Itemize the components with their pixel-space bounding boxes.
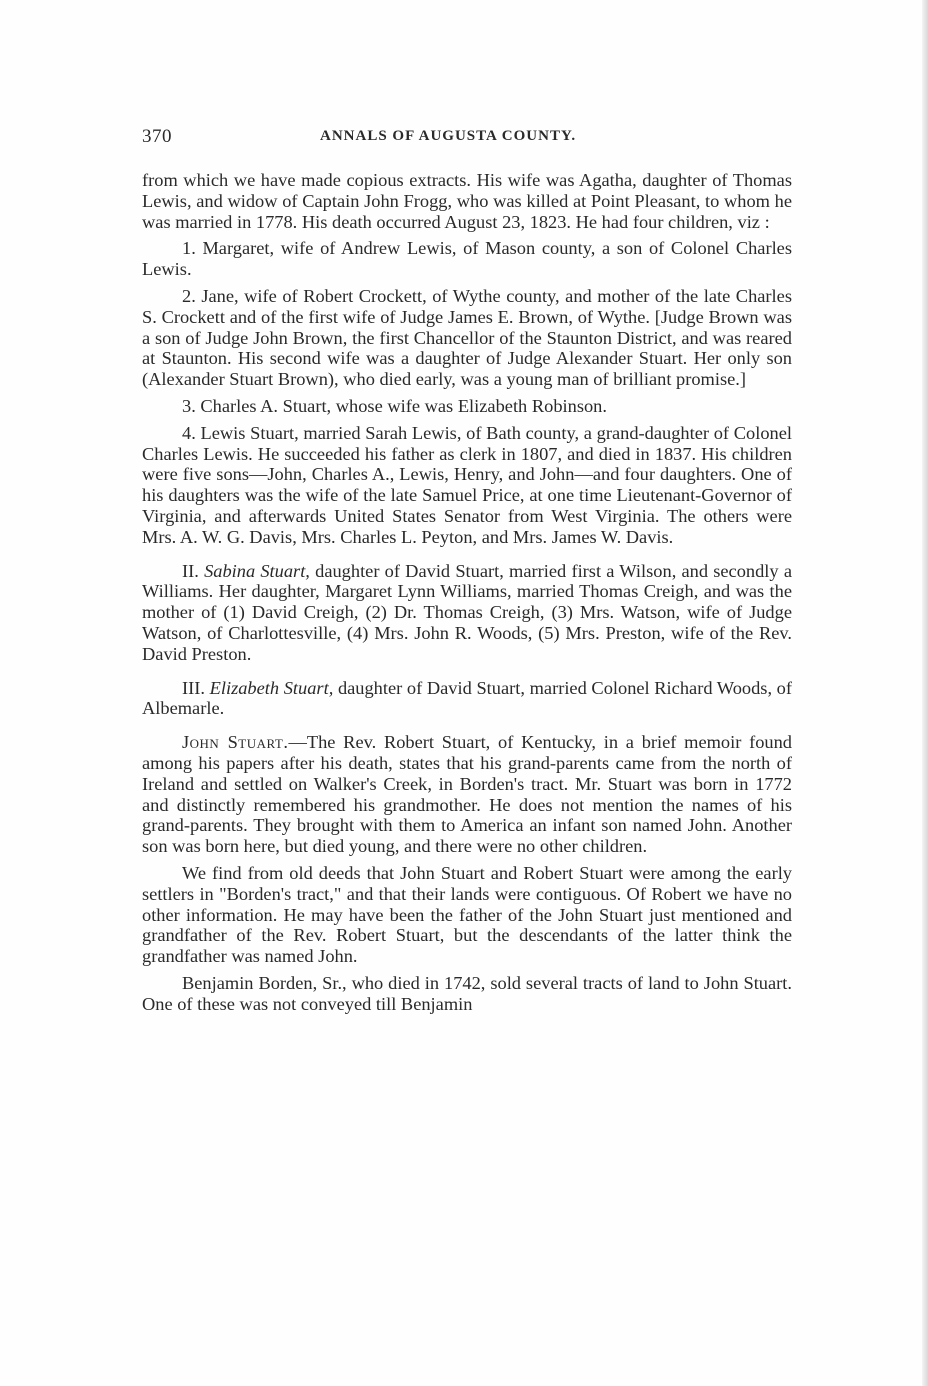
paragraph-margaret: 1. Margaret, wife of Andrew Lewis, of Mason county, a son of Colonel Charles Lewis. [142,238,792,280]
paragraph-deeds: We find from old deeds that John Stuart and Robert Stuart were among the early settlers in "Borden's tract," and that their lands were contiguous. Of Robert we have no other information. He may have been the father of the John Stuart just mentioned and grandfather of the Rev. Robert Stuart, but the descendants of the latter think the grandfather was named John. [142,862,792,967]
section-number: III. [182,677,205,698]
paragraph-text: —The Rev. Robert Stuart, of Kentucky, in a brief memoir found among his papers after his death, states that his grand-parents came from the north of Ireland and settled on Walker's Creek, in Borden's tract. Mr. Stuart was born in 1772 and distinctly remembered his grandmother. He does not mention the names of his grand-parents. They brought with them to America an infant son named John. Another son was born here, but died young, and there were no other children. [142,732,793,857]
paragraph-charles: 3. Charles A. Stuart, whose wife was Elizabeth Robinson. [182,395,607,416]
paragraph-text: daughter of David Stuart, married first a Wilson, and secondly a Williams. Her daughter, Margaret Lynn Williams, married Thomas Creigh, and was the mother of (1) David Creigh, (2) Dr. Thomas Creigh, (3) Mrs. Watson, wife of Judge Watson, of Charlottesville, (4) Mrs. John R. Woods, (5) Mrs. Preston, wife of the Rev. David Preston. [142,560,792,664]
paragraph-john-stuart [142,732,792,857]
section-number: II. [182,560,199,581]
paragraph-jane: 2. Jane, wife of Robert Crockett, of Wythe county, and mother of the late Charles S. Crockett and of the first wife of Judge James E. Brown, of Wythe. [Judge Brown was a son of Judge John Brown, the first Chancellor of the Staunton District, and was reared at Staunton. His second wife was a daughter of Judge Alexander Stuart. Her only son (Alexander Stuart Brown), who died early, was a young man of brilliant promise.] [142,285,792,390]
paragraph-borden: Benjamin Borden, Sr., who died in 1742, sold several tracts of land to John Stuart. One of these was not conveyed till Benjamin [142,972,792,1014]
page-number: 370 [142,126,172,147]
running-head [142,126,794,150]
person-name: Sabina Stuart, [204,560,310,581]
body-text [142,170,792,1014]
paragraph-elizabeth [142,678,792,720]
running-title: ANNALS OF AUGUSTA COUNTY. [320,128,577,144]
paragraph-sabina [142,561,792,665]
section-heading: John Stuart. [182,732,289,753]
page-edge [922,0,928,1386]
person-name: Elizabeth Stuart, [209,677,334,698]
paragraph-text: daughter of David Stuart, married Colonel Richard Woods, of Albemarle. [142,677,792,719]
paragraph-lewis: 4. Lewis Stuart, married Sarah Lewis, of Bath county, a grand-daughter of Colonel Charles Lewis. He succeeded his father as clerk in 1807, and died in 1837. His children were five sons—John, Charles A., Lewis, Henry, and John—and four daughters. One of his daughters was the wife of the late Samuel Price, at one time Lieutenant-Governor of Virginia, and afterwards United States Senator from West Virginia. The others were Mrs. A. W. G. Davis, Mrs. Charles L. Peyton, and Mrs. James W. Davis. [142,422,792,547]
paragraph-1: from which we have made copious extracts. His wife was Agatha, daughter of Thomas Lewis, and widow of Captain John Frogg, who was killed at Point Pleasant, to whom he was married in 1778. His death occurred August 23, 1823. He had four children, viz : [142,170,792,232]
